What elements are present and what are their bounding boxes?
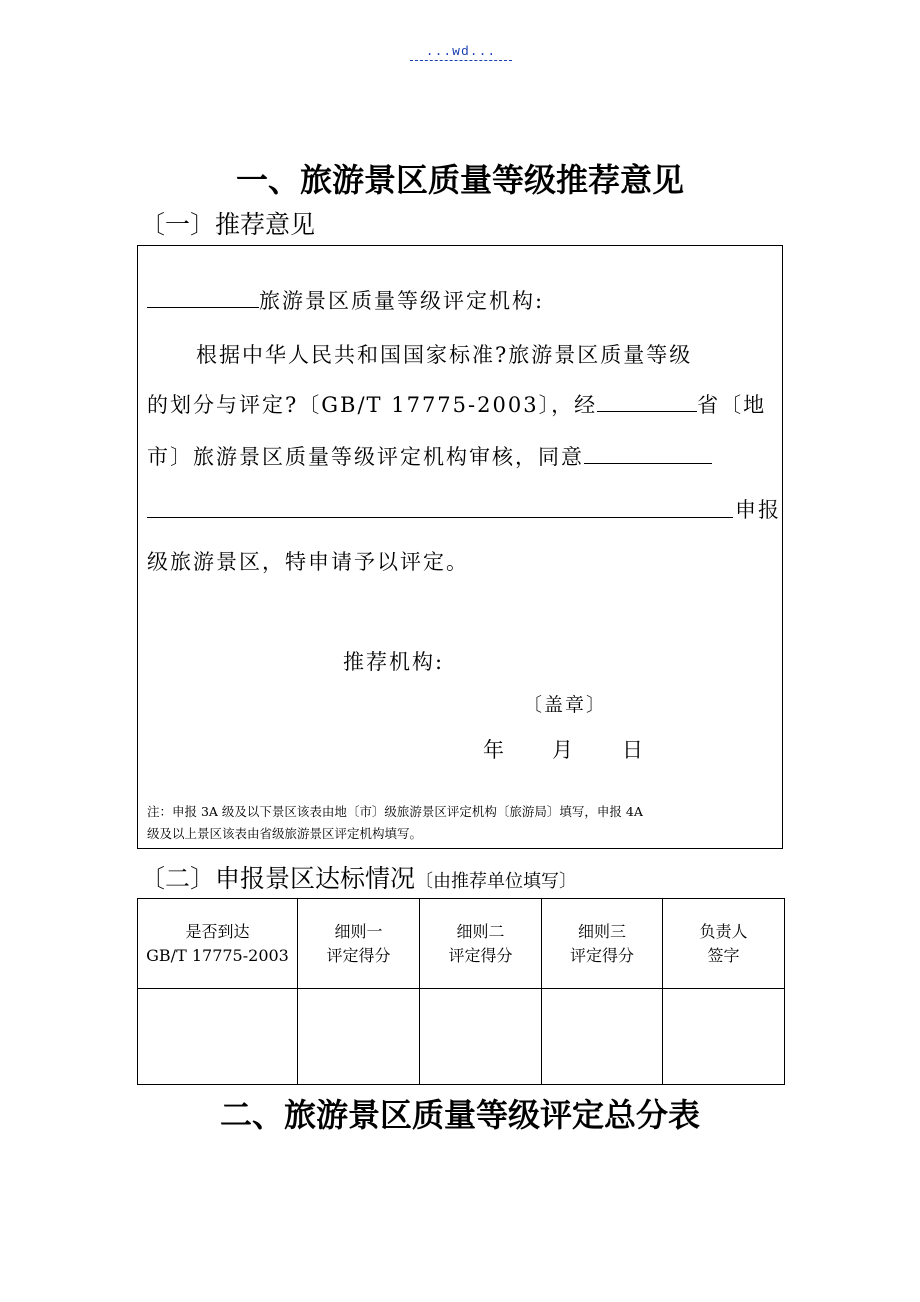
blank-approved-1 xyxy=(584,462,712,464)
opinion-line4-text: 市〕旅游景区质量等级评定机构审核，同意 xyxy=(147,445,584,469)
table-cell-empty xyxy=(420,989,542,1085)
opinion-line3 xyxy=(147,389,766,419)
table-header-cell: 负责人 签字 xyxy=(663,899,785,989)
opinion-line6: 级旅游景区，特申请予以评定。 xyxy=(147,550,469,574)
sub2-title: 〔二〕申报景区达标情况 xyxy=(140,864,416,893)
sub2-note: 〔由推荐单位填写〕 xyxy=(415,871,578,892)
table-row xyxy=(138,989,785,1085)
blank-approved-2 xyxy=(147,517,733,518)
page-header-mark: ...wd... xyxy=(410,44,512,61)
sub1-title: 〔一〕推荐意见 xyxy=(140,210,316,239)
opinion-line2: 根据中华人民共和国国家标准?旅游景区质量等级 xyxy=(196,343,693,367)
table-header-cell: 细则三 评定得分 xyxy=(542,899,663,989)
opinion-line3-text: 的划分与评定?〔GB/T 17775-2003〕，经 xyxy=(147,393,598,417)
sub2-heading xyxy=(140,859,577,895)
note-line2: 级及以上景区该表由省级旅游景区评定机构填写。 xyxy=(147,826,423,841)
table-cell-empty xyxy=(298,989,420,1085)
table-header-cell: 是否到达 GB/T 17775-2003 xyxy=(138,899,298,989)
opinion-line1 xyxy=(147,285,544,315)
section2-title: 二、旅游景区质量等级评定总分表 xyxy=(219,1096,700,1134)
table-header-cell: 细则二 评定得分 xyxy=(420,899,542,989)
note-line1: 注：申报 3A 级及以下景区该表由地〔市〕级旅游景区评定机构〔旅游局〕填写，申报 4A xyxy=(147,804,643,819)
opinion-line5: 申报 xyxy=(735,498,781,522)
note xyxy=(147,801,777,845)
table-header-cell: 细则一 评定得分 xyxy=(298,899,420,989)
seal-label: 〔盖章〕 xyxy=(523,694,608,716)
date-month: 月 xyxy=(552,738,575,762)
blank-org-name xyxy=(147,306,259,308)
table-header-row xyxy=(138,899,785,989)
opinion-line1-text: 旅游景区质量等级评定机构: xyxy=(259,289,545,313)
section1-title: 一、旅游景区质量等级推荐意见 xyxy=(235,161,684,199)
table-cell-empty xyxy=(138,989,298,1085)
blank-province xyxy=(597,410,697,412)
table-cell-empty xyxy=(663,989,785,1085)
date-year: 年 xyxy=(483,738,506,762)
table-cell-empty xyxy=(542,989,663,1085)
date-day: 日 xyxy=(622,738,645,762)
opinion-line4 xyxy=(147,441,712,471)
opinion-line3-tail: 省〔地 xyxy=(697,393,767,417)
standard-table xyxy=(137,898,785,1085)
org-label: 推荐机构: xyxy=(343,650,445,674)
